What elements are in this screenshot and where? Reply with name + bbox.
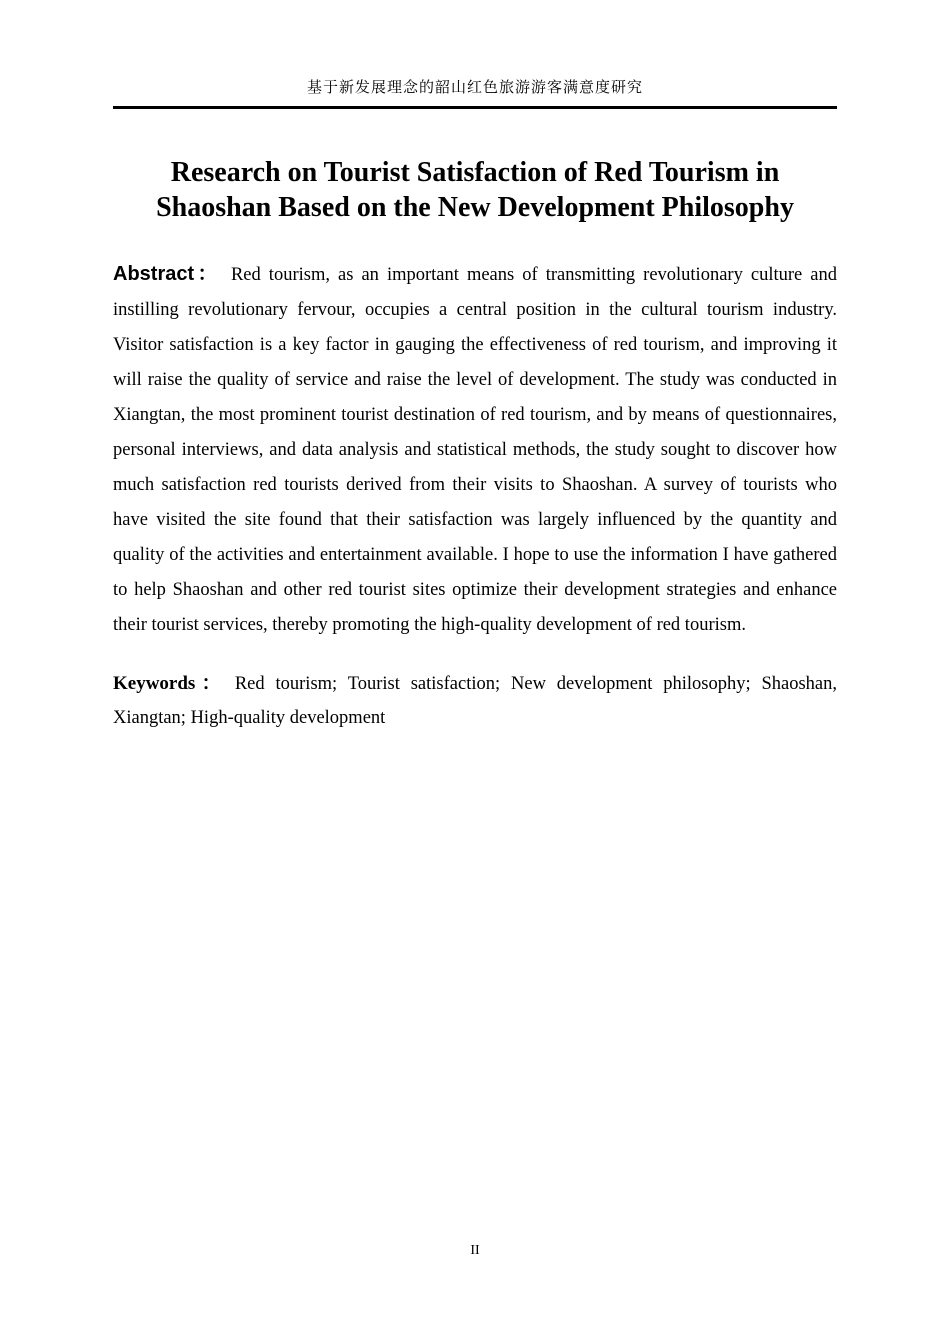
abstract-paragraph xyxy=(113,257,837,643)
paper-title-line-2: Shaoshan Based on the New Development Philosophy xyxy=(156,191,794,223)
keywords-paragraph xyxy=(113,667,837,735)
running-header-title: 基于新发展理念的韶山红色旅游游客满意度研究 xyxy=(306,80,643,96)
keywords-label: Keywords： xyxy=(113,672,227,694)
paper-title-line-1: Research on Tourist Satisfaction of Red Tourism in xyxy=(170,156,780,188)
keywords-text: Red tourism; Tourist satisfaction; New development philosophy; Shaoshan, Xiangtan; High-quality development xyxy=(113,673,837,728)
page-number: II xyxy=(470,1243,480,1258)
abstract-text: Red tourism, as an important means of transmitting revolutionary culture and instilling revolutionary fervour, occupies a central position in the cultural tourism industry. Visitor satisfaction is a key factor in gauging the effectiveness of red tourism, and improving it will raise the quality of service and raise the level of development. The study was conducted in Xiangtan, the most prominent tourist destination of red tourism, and by means of questionnaires, personal interviews, and data analysis and statistical methods, the study sought to discover how much satisfaction red tourists derived from their visits to Shaoshan. A survey of tourists who have visited the site found that their satisfaction was largely influenced by the quantity and quality of the activities and entertainment available. I hope to use the information I have gathered to help Shaoshan and other red tourist sites optimize their development strategies and enhance their tourist services, thereby promoting the high-quality development of red tourism. xyxy=(113,264,837,635)
running-header xyxy=(113,76,837,109)
paper-title xyxy=(88,155,862,225)
page-footer xyxy=(0,1243,950,1259)
abstract-label: Abstract： xyxy=(113,262,221,285)
